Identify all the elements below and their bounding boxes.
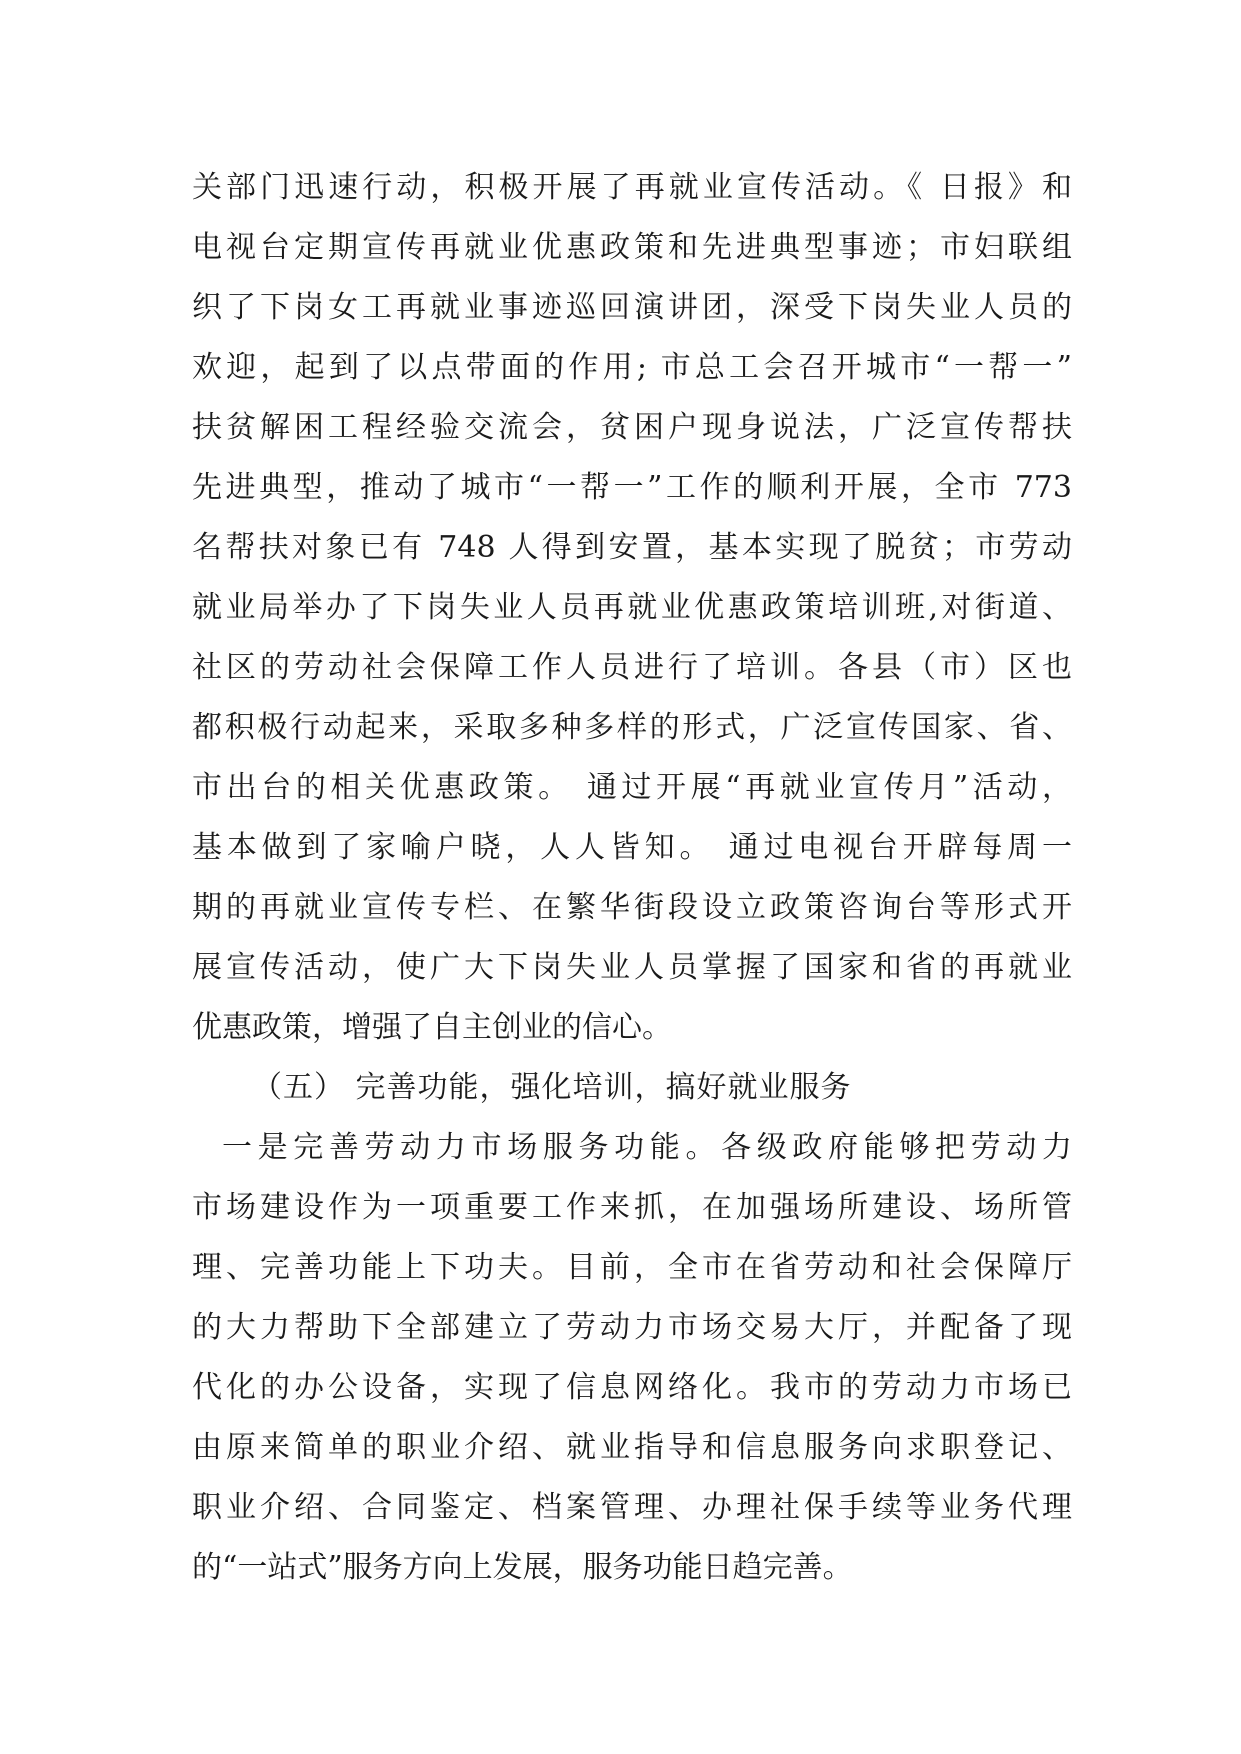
text-line: 代化的办公设备，实现了信息网络化。我市的劳动力市场已 [192,1370,1072,1405]
text-line: 先进典型，推动了城市“一帮一”工作的顺利开展，全市 773 [192,470,1072,505]
text-line: 关部门迅速行动，积极开展了再就业宣传活动。《 日报》和 [192,170,1072,205]
body-text [192,158,1072,1598]
text-line: 由原来简单的职业介绍、就业指导和信息服务向求职登记、 [192,1430,1072,1465]
text-line: 展宣传活动，使广大下岗失业人员掌握了国家和省的再就业 [192,950,1072,985]
text-line: 市场建设作为一项重要工作来抓，在加强场所建设、场所管 [192,1190,1072,1225]
text-line: 基本做到了家喻户晓，人人皆知。 通过电视台开辟每周一 [192,830,1072,865]
text-line: 社区的劳动社会保障工作人员进行了培训。各县（市）区也 [192,650,1072,685]
text-line: 的大力帮助下全部建立了劳动力市场交易大厅，并配备了现 [192,1310,1072,1345]
text-line: 欢迎，起到了以点带面的作用; 市总工会召开城市“一帮一” [192,350,1072,385]
text-line: 一是完善劳动力市场服务功能。各级政府能够把劳动力 [222,1130,1072,1165]
text-line: 优惠政策，增强了自主创业的信心。 [192,1010,672,1045]
text-line: 名帮扶对象已有 748 人得到安置，基本实现了脱贫；市劳动 [192,530,1072,565]
text-line: 都积极行动起来，采取多种多样的形式，广泛宣传国家、省、 [192,710,1072,745]
text-line: 电视台定期宣传再就业优惠政策和先进典型事迹；市妇联组 [192,230,1072,265]
text-line: 理、完善功能上下功夫。目前，全市在省劳动和社会保障厅 [192,1250,1072,1285]
text-line: 职业介绍、合同鉴定、档案管理、办理社保手续等业务代理 [192,1490,1072,1525]
text-line: 市出台的相关优惠政策。 通过开展“再就业宣传月”活动， [192,770,1072,805]
text-line: 的“一站式”服务方向上发展，服务功能日趋完善。 [192,1550,853,1585]
text-line: 织了下岗女工再就业事迹巡回演讲团，深受下岗失业人员的 [192,290,1072,325]
text-line: 扶贫解困工程经验交流会，贫困户现身说法，广泛宣传帮扶 [192,410,1072,445]
text-line: 就业局举办了下岗失业人员再就业优惠政策培训班,对街道、 [192,590,1072,625]
text-line: 期的再就业宣传专栏、在繁华街段设立政策咨询台等形式开 [192,890,1072,925]
section-heading: （五） 完善功能，强化培训，搞好就业服务 [252,1070,852,1105]
